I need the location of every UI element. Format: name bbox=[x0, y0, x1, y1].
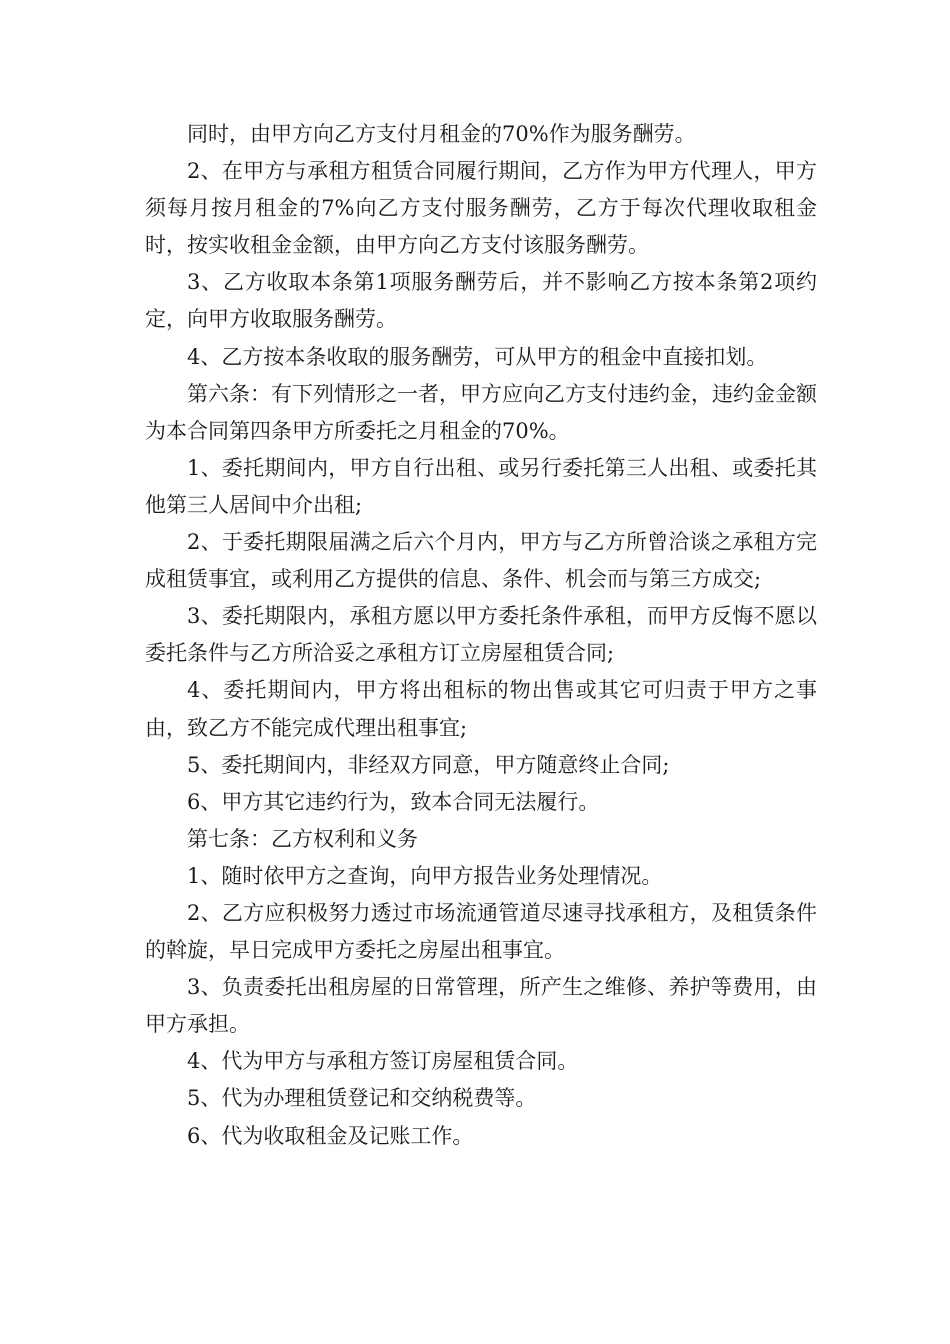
paragraph-16: 4、代为甲方与承租方签订房屋租赁合同。 bbox=[187, 1049, 579, 1074]
paragraph-6: 1、委托期间内，甲方自行出租、或另行委托第三人出租、或委托其他第三人居间中介出租; bbox=[145, 455, 817, 517]
paragraph-1: 同时，由甲方向乙方支付月租金的70%作为服务酬劳。 bbox=[187, 122, 696, 146]
paragraph-14: 2、乙方应积极努力透过市场流通管道尽速寻找承租方，及租赁条件的斡旋，早日完成甲方委托之房屋出租事宜。 bbox=[145, 900, 817, 963]
article-6-heading: 第六条：有下列情形之一者，甲方应向乙方支付违约金，违约金金额为本合同第四条甲方所委托之月租金的70%。 bbox=[145, 381, 817, 443]
paragraph-4: 4、乙方按本条收取的服务酬劳，可从甲方的租金中直接扣划。 bbox=[187, 344, 768, 369]
paragraph-15: 3、负责委托出租房屋的日常管理，所产生之维修、养护等费用，由甲方承担。 bbox=[145, 975, 817, 1037]
paragraph-17: 5、代为办理租赁登记和交纳税费等。 bbox=[187, 1086, 537, 1111]
paragraph-10: 5、委托期间内，非经双方同意，甲方随意终止合同; bbox=[187, 752, 670, 777]
document-body bbox=[145, 116, 817, 1155]
paragraph-3: 3、乙方收取本条第1项服务酬劳后，并不影响乙方按本条第2项约定，向甲方收取服务酬劳。 bbox=[145, 270, 817, 332]
paragraph-13: 1、随时依甲方之查询，向甲方报告业务处理情况。 bbox=[187, 863, 663, 888]
paragraph-7: 2、于委托期限届满之后六个月内，甲方与乙方所曾洽谈之承租方完成租赁事宜，或利用乙方提供的信息、条件、机会而与第三方成交; bbox=[145, 530, 817, 592]
paragraph-9: 4、委托期间内，甲方将出租标的物出售或其它可归责于甲方之事由，致乙方不能完成代理出租事宜; bbox=[145, 678, 817, 740]
paragraph-11: 6、甲方其它违约行为，致本合同无法履行。 bbox=[187, 789, 600, 814]
paragraph-2: 2、在甲方与承租方租赁合同履行期间，乙方作为甲方代理人，甲方须每月按月租金的7%向乙方支付服务酬劳，乙方于每次代理收取租金时，按实收租金金额，由甲方向乙方支付该服务酬劳。 bbox=[145, 159, 817, 258]
paragraph-18: 6、代为收取租金及记账工作。 bbox=[187, 1123, 474, 1148]
paragraph-8: 3、委托期限内，承租方愿以甲方委托条件承租，而甲方反悔不愿以委托条件与乙方所洽妥之承租方订立房屋租赁合同; bbox=[145, 604, 817, 666]
article-7-heading: 第七条：乙方权利和义务 bbox=[187, 826, 418, 851]
